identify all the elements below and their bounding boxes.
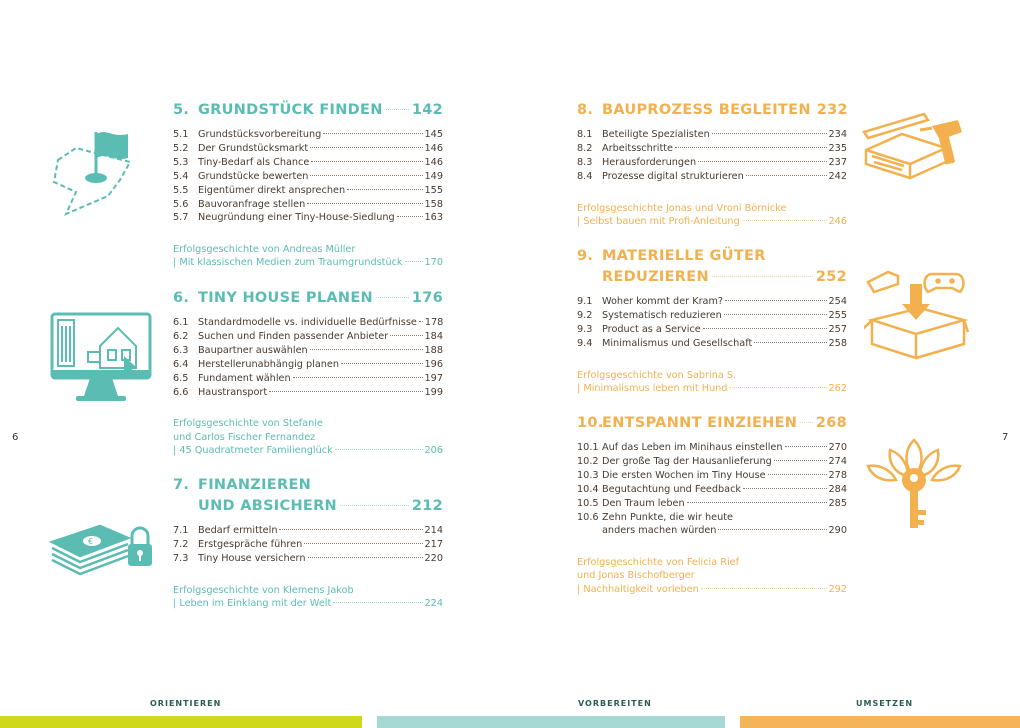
section-title-line1[interactable]: 7. FINANZIEREN [173,477,312,493]
item-list [577,295,847,351]
toc-section-10 [577,413,847,596]
toc-item[interactable]: 7.1 Bedarf ermitteln 214 [173,525,443,536]
section-title-line1[interactable]: 9. MATERIELLE GÜTER [577,248,766,264]
section-title-line2[interactable]: REDUZIEREN 252 [602,269,847,285]
toc-item[interactable]: 8.4 Prozesse digital strukturieren 242 [577,170,847,182]
toc-item[interactable]: 10.1 Auf das Leben im Minihaus einstellen 270 [577,442,847,453]
flag-on-plot-icon [48,126,144,222]
footer-label-vorbereiten: VORBEREITEN [578,699,652,708]
toc-item[interactable]: 5.5 Eigentümer direkt ansprechen 155 [173,184,443,196]
toc-section-8 [577,100,847,228]
success-story[interactable]: Erfolgsgeschichte von Klemens Jakob | Leben im Einklang mit der Welt 224 [173,584,443,609]
toc-item[interactable]: 10.2 Der große Tag der Hausanlieferung 274 [577,455,847,467]
toc-item[interactable]: 6.6 Haustransport 199 [173,386,443,398]
toc-item[interactable]: 5.6 Bauvoranfrage stellen 158 [173,198,443,210]
footer-label-orientieren: ORIENTIEREN [150,699,222,708]
toc-item[interactable]: 5.3 Tiny-Bedarf als Chance 146 [173,156,443,168]
footer-label-umsetzen: UMSETZEN [856,699,914,708]
toc-item[interactable]: 5.4 Grundstücke bewerten 149 [173,170,443,182]
item-list [173,316,443,399]
page-number-right: 7 [1002,432,1009,443]
page-number-left: 6 [12,432,19,443]
footer-bar-vorbereiten [377,716,725,728]
toc-item[interactable]: 10.3 Die ersten Wochen im Tiny House 278 [577,469,847,481]
section-title[interactable]: 10. ENTSPANNT EINZIEHEN 268 [577,415,847,431]
toc-item[interactable]: 5.7 Neugründung einer Tiny-House-Siedlung 163 [173,212,443,224]
toc-item[interactable]: 10.5 Den Traum leben 285 [577,497,847,509]
svg-text:€: € [88,537,94,546]
item-list [173,128,443,225]
item-list [173,524,443,566]
wood-and-drill-icon [862,110,972,188]
toc-item[interactable]: 6.3 Baupartner auswählen 188 [173,344,443,356]
footer-bar-orientieren [0,716,362,728]
toc-item[interactable]: 10.4 Begutachtung und Feedback 284 [577,483,847,495]
monitor-house-plan-icon [50,312,154,404]
section-title[interactable]: 6. TINY HOUSE PLANEN 176 [173,290,443,306]
success-story[interactable]: Erfolgsgeschichte von Sabrina S. | Minimalismus leben mit Hund 262 [577,369,847,394]
item-list [577,128,847,184]
toc-item[interactable]: 9.4 Minimalismus und Gesellschaft 258 [577,337,847,349]
toc-item-continued[interactable]: anders machen würden 290 [602,525,847,537]
footer-bar-umsetzen [740,716,1020,728]
toc-item[interactable]: 6.1 Standardmodelle vs. individuelle Bedürfnisse 178 [173,317,444,328]
success-story[interactable]: Erfolgsgeschichte von Stefanie und Carlos Fischer Fernandez | 45 Quadratmeter Familienglück 206 [173,418,443,456]
toc-item[interactable]: 6.2 Suchen und Finden passender Anbieter 184 [173,330,443,342]
goods-into-box-icon [864,262,970,360]
toc-item[interactable]: 9.3 Product as a Service 257 [577,323,847,335]
toc-section-7 [173,475,443,610]
success-story[interactable]: Erfolgsgeschichte von Felicia Rief und Jonas Bischofberger | Nachhaltigkeit vorleben 292 [577,557,847,595]
toc-item[interactable]: 8.3 Herausforderungen 237 [577,156,847,168]
toc-item[interactable]: 7.2 Erstgespräche führen 217 [173,538,443,550]
toc-item[interactable]: 10.6 Zehn Punkte, die wir heute [577,511,733,523]
success-story[interactable]: Erfolgsgeschichte von Andreas Müller | Mit klassischen Medien zum Traumgrundstück 170 [173,244,443,269]
item-list [577,441,847,538]
money-stack-lock-icon [48,514,154,578]
toc-section-9 [577,246,847,395]
section-title[interactable]: 5. GRUNDSTÜCK FINDEN 142 [173,102,443,118]
toc-section-6 [173,288,443,457]
key-lotus-icon [862,436,966,532]
toc-item[interactable]: 5.1 Grundstücksvorbereitung 145 [173,129,443,140]
success-story[interactable]: Erfolgsgeschichte Jonas und Vroni Börnicke | Selbst bauen mit Profi-Anleitung 246 [577,202,847,227]
toc-section-5 [173,100,443,270]
toc-item[interactable]: 8.1 Beteiligte Spezialisten 234 [577,129,847,140]
section-title[interactable]: 8. BAUPROZESS BEGLEITEN 232 [577,102,848,118]
toc-item[interactable]: 6.5 Fundament wählen 197 [173,372,443,384]
section-title-line2[interactable]: UND ABSICHERN 212 [198,498,443,514]
toc-item[interactable]: 6.4 Herstellerunabhängig planen 196 [173,358,443,370]
toc-item[interactable]: 7.3 Tiny House versichern 220 [173,552,443,564]
toc-item[interactable]: 8.2 Arbeitsschritte 235 [577,142,847,154]
toc-item[interactable]: 9.1 Woher kommt der Kram? 254 [577,296,847,307]
toc-item[interactable]: 5.2 Der Grundstücksmarkt 146 [173,142,443,154]
toc-item[interactable]: 9.2 Systematisch reduzieren 255 [577,309,847,321]
